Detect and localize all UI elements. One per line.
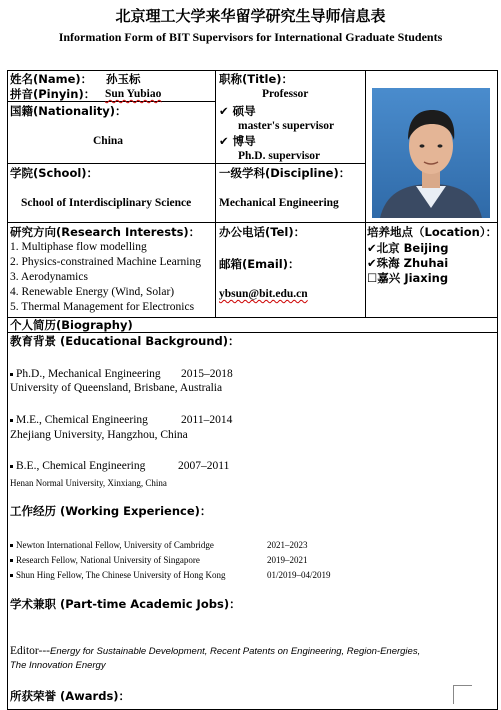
work-label: 工作经历 (Working Experience)：	[10, 504, 212, 518]
master-supervisor-check: ✔ 硕导	[219, 104, 256, 118]
awards-label: 所获荣誉 (Awards)：	[10, 689, 131, 703]
discipline-label: 一级学科(Discipline)：	[219, 166, 351, 180]
title-label: 职称(Title)：	[219, 72, 294, 86]
title-value: Professor	[262, 88, 309, 100]
work-years: 2021–2023	[267, 540, 308, 550]
nationality-value: China	[93, 135, 124, 147]
email-value: ybsun@bit.edu.cn	[219, 288, 308, 300]
education-institution: University of Queensland, Brisbane, Australia	[10, 382, 223, 394]
name-label: 姓名(Name)：	[10, 72, 93, 86]
form-title-chinese: 北京理工大学来华留学研究生导师信息表	[115, 7, 386, 25]
school-value: School of Interdisciplinary Science	[21, 197, 192, 209]
education-years: 2015–2018	[181, 368, 233, 380]
research-item: 3. Aerodynamics	[10, 271, 88, 283]
education-years: 2007–2011	[178, 460, 230, 472]
education-institution: Zhejiang University, Hangzhou, China	[10, 429, 188, 441]
research-item: 2. Physics-constrained Machine Learning	[10, 256, 201, 268]
location-label: 培养地点（Location）：	[367, 225, 498, 239]
form-title-english: Information Form of BIT Supervisors for International Graduate Students	[58, 30, 443, 44]
research-item: 1. Multiphase flow modelling	[10, 241, 147, 253]
work-years: 01/2019–04/2019	[267, 570, 331, 580]
discipline-value: Mechanical Engineering	[219, 197, 339, 209]
work-entry: Research Fellow, National University of Singapore	[10, 553, 200, 567]
pinyin-value: Sun Yubiao	[105, 88, 162, 100]
education-label: 教育背景 (Educational Background)：	[10, 334, 240, 348]
editor-line: Editor---Energy for Sustainable Development, Recent Patents on Engineering, Region-Energies,	[10, 645, 421, 657]
education-entry: B.E., Chemical Engineering	[10, 459, 145, 473]
research-item: 5. Thermal Management for Electronics	[10, 301, 195, 313]
phd-supervisor-check: ✔ 博导	[219, 134, 256, 148]
work-entry: Shun Hing Fellow, The Chinese University of Hong Kong	[10, 568, 226, 582]
supervisor-photo	[372, 88, 490, 218]
work-entry: Newton International Fellow, University of Cambridge	[10, 538, 214, 552]
name-value: 孙玉标	[106, 72, 141, 86]
master-supervisor-label: master's supervisor	[238, 120, 335, 132]
editor-line-continued: The Innovation Energy	[10, 660, 106, 671]
school-label: 学院(School)：	[10, 166, 99, 180]
education-entry: Ph.D., Mechanical Engineering	[10, 367, 161, 381]
phd-supervisor-label: Ph.D. supervisor	[238, 150, 321, 162]
biography-label: 个人简历(Biography)	[10, 318, 133, 332]
nationality-label: 国籍(Nationality)：	[10, 104, 127, 118]
parttime-label: 学术兼职 (Part-time Academic Jobs)：	[10, 597, 241, 611]
email-label: 邮箱(Email)：	[219, 257, 300, 271]
work-years: 2019–2021	[267, 555, 308, 565]
location-beijing: ✔北京 Beijing	[367, 241, 449, 255]
location-jiaxing: ☐嘉兴 Jiaxing	[367, 271, 449, 285]
research-item: 4. Renewable Energy (Wind, Solar)	[10, 286, 175, 298]
education-years: 2011–2014	[181, 414, 233, 426]
education-institution: Henan Normal University, Xinxiang, China	[10, 478, 167, 488]
corner-mark	[453, 685, 472, 704]
pinyin-label: 拼音(Pinyin)：	[10, 87, 96, 101]
education-entry: M.E., Chemical Engineering	[10, 413, 148, 427]
tel-label: 办公电话(Tel)：	[219, 225, 306, 239]
research-label: 研究方向(Research Interests)：	[10, 225, 201, 239]
location-zhuhai: ✔珠海 Zhuhai	[367, 256, 449, 270]
